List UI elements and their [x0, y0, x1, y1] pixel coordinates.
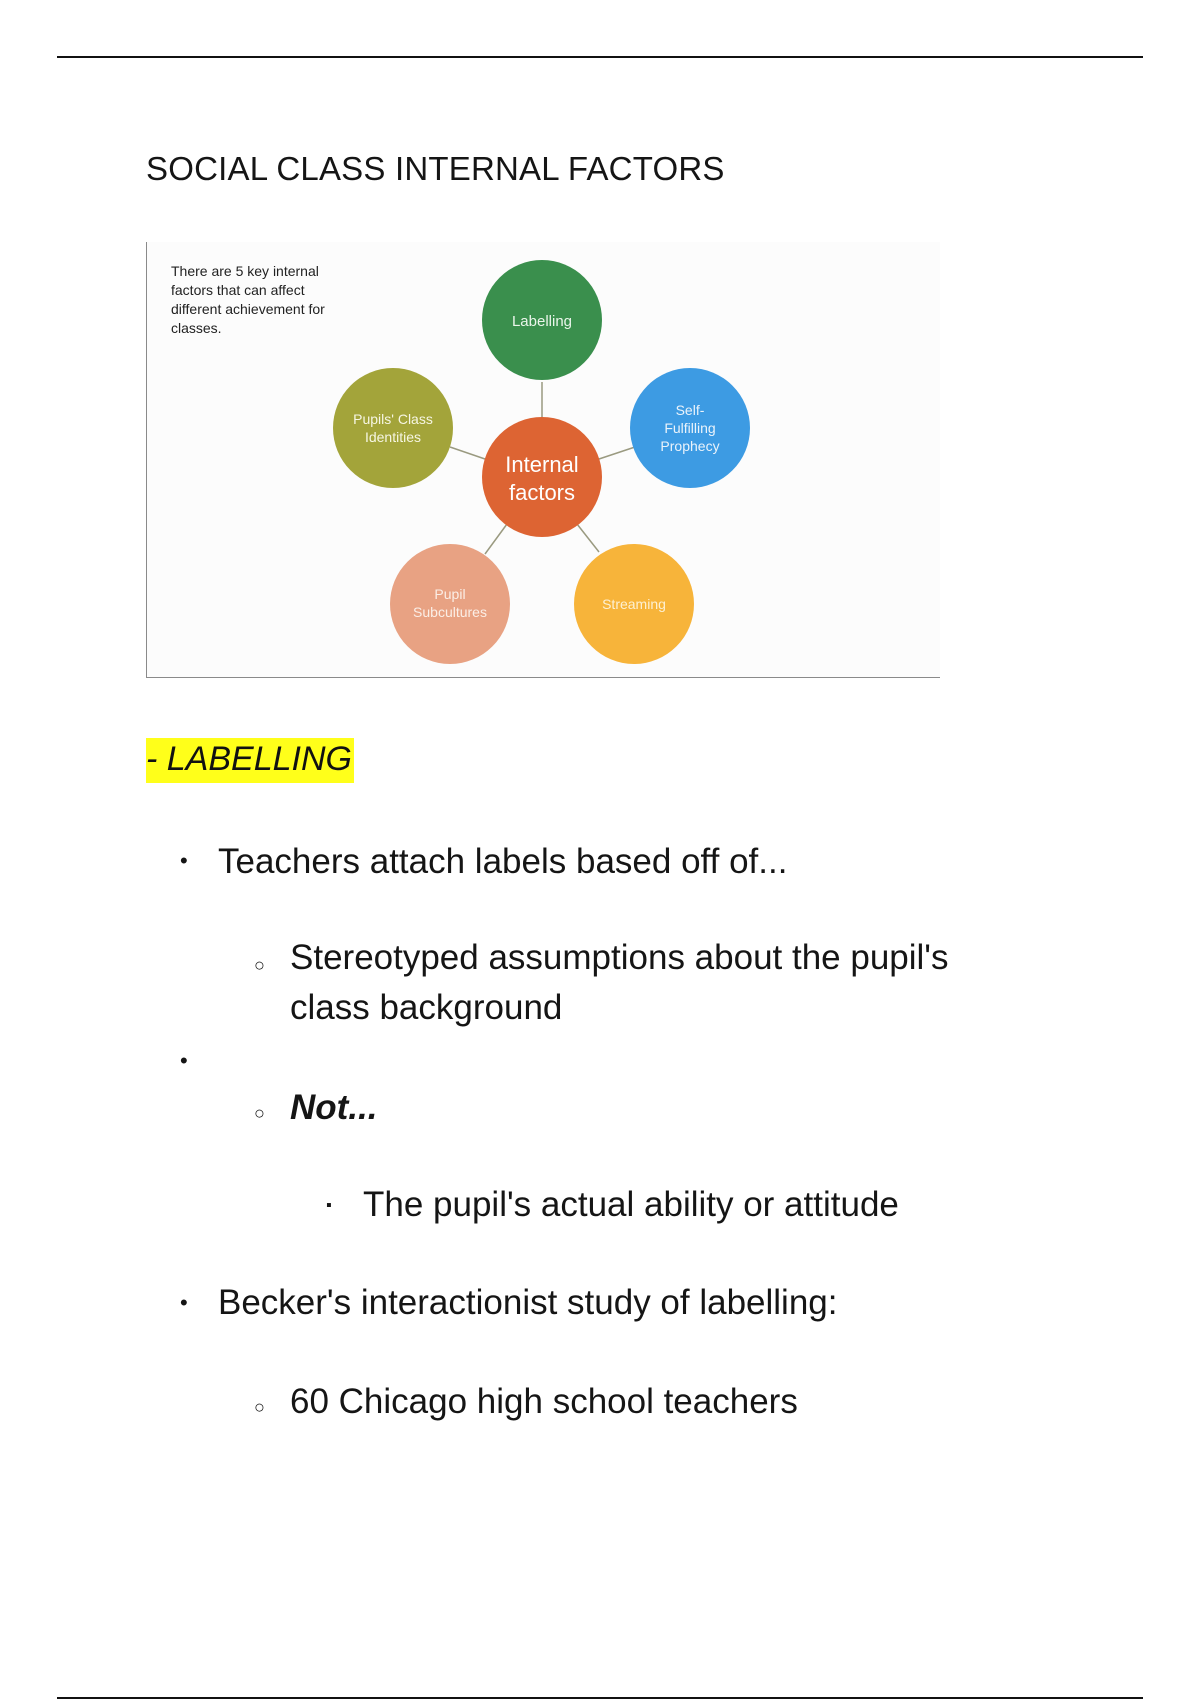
diagram-svg: [147, 242, 940, 677]
sub-bullet-marker: ○: [254, 1103, 265, 1123]
node-label-streaming: Streaming: [602, 596, 666, 612]
sub-sub-bullet-actual-ability: The pupil's actual ability or attitude: [363, 1185, 899, 1224]
bullet-marker-empty: •: [180, 1048, 188, 1073]
bullet-marker: •: [180, 848, 188, 873]
node-label-subcultures-1: Pupil: [434, 586, 466, 602]
bullet-becker-study: Becker's interactionist study of labelling:: [218, 1283, 838, 1322]
connector-self-fulfilling: [599, 447, 635, 459]
bullet-teachers-labels: Teachers attach labels based off of...: [218, 842, 788, 881]
sub-bullet-stereotyped-2: class background: [290, 988, 563, 1027]
footer-rule: [57, 1697, 1143, 1699]
page-title: SOCIAL CLASS INTERNAL FACTORS: [146, 150, 725, 187]
section-heading-labelling: - LABELLING: [146, 738, 354, 783]
sub-bullet-marker: ○: [254, 1397, 265, 1417]
connector-subcultures: [485, 524, 507, 554]
node-label-identities-1: Pupils' Class: [353, 411, 433, 427]
diagram-caption: There are 5 key internal factors that can affect different achievement for classes.: [171, 263, 325, 336]
node-label-self-3: Prophecy: [660, 438, 720, 454]
sub-bullet-chicago-teachers: 60 Chicago high school teachers: [290, 1382, 798, 1421]
node-label-subcultures-2: Subcultures: [413, 604, 487, 620]
node-label-self-2: Fulfilling: [664, 420, 716, 436]
bullet-marker: •: [180, 1290, 188, 1315]
node-pupils-class-identities: [333, 368, 453, 488]
node-label-self-1: Self-: [675, 402, 705, 418]
sub-bullet-stereotyped-1: Stereotyped assumptions about the pupil's: [290, 938, 949, 977]
sub-bullet-not: Not...: [290, 1088, 378, 1127]
node-label-labelling: Labelling: [511, 313, 573, 330]
node-label-identities-2: Identities: [364, 429, 422, 445]
node-label-internal: Internal: [505, 452, 579, 477]
internal-factors-diagram: [146, 242, 940, 678]
node-label-factors: factors: [508, 480, 576, 505]
header-rule: [57, 56, 1143, 58]
connector-streaming: [577, 524, 599, 552]
connector-class-identities: [450, 447, 485, 459]
sub-sub-bullet-marker: ▪: [326, 1197, 332, 1214]
node-internal-factors: [482, 417, 602, 537]
sub-bullet-marker: ○: [254, 955, 265, 975]
